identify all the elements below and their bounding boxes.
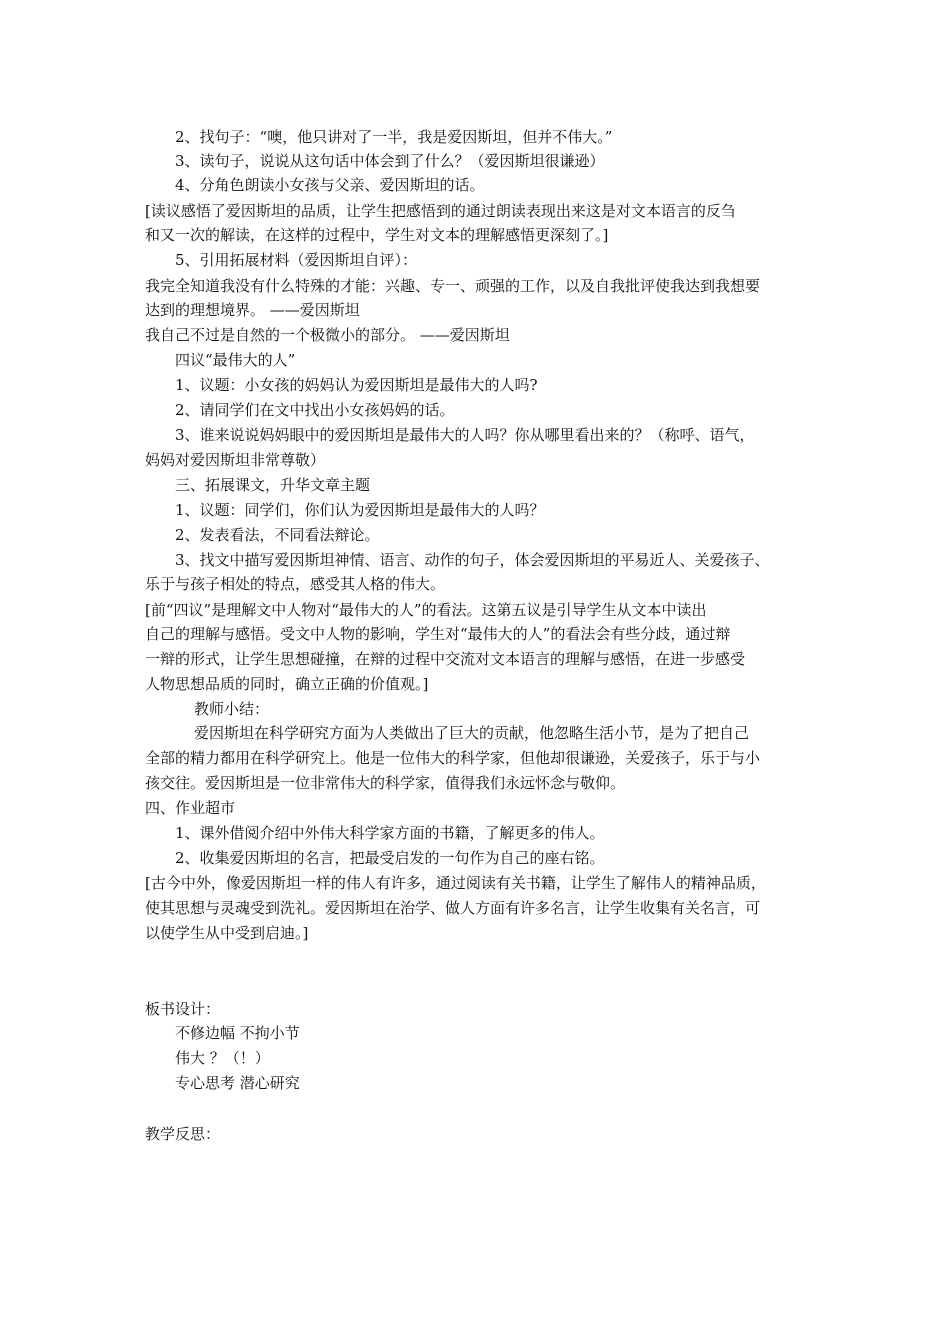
text-line: 2、找句子：“噢，他只讲对了一半，我是爱因斯坦，但并不伟大。” <box>175 128 613 146</box>
text-line: 一辩的形式，让学生思想碰撞，在辩的过程中交流对文本语言的理解与感悟，在进一步感受 <box>145 650 746 668</box>
text-line: 乐于与孩子相处的特点，感受其人格的伟大。 <box>145 575 446 593</box>
text-line: 伟大 ？（！） <box>175 1049 270 1067</box>
text-line: 自己的理解与感悟。受文中人物的影响，学生对“最伟大的人”的看法会有些分歧，通过辩 <box>145 625 731 643</box>
text-line: 四议“最伟大的人” <box>175 351 296 369</box>
text-line: 使其思想与灵魂受到洗礼。爱因斯坦在治学、做人方面有许多名言，让学生收集有关名言，可 <box>145 899 761 917</box>
text-line: 四、作业超市 <box>145 799 236 817</box>
text-line: [古今中外，像爱因斯坦一样的伟人有许多，通过阅读有关书籍，让学生了解伟人的精神品质， <box>145 874 766 892</box>
text-line: [读议感悟了爱因斯坦的品质，让学生把感悟到的通过朗读表现出来这是对文本语言的反刍 <box>145 202 736 220</box>
text-line: 2、收集爱因斯坦的名言，把最受启发的一句作为自己的座右铭。 <box>175 849 605 867</box>
text-line: 1、议题：同学们，你们认为爱因斯坦是最伟大的人吗？ <box>175 501 545 519</box>
text-line: 爱因斯坦在科学研究方面为人类做出了巨大的贡献，他忽略生活小节，是为了把自己 <box>194 724 750 742</box>
text-line: 达到的理想境界。 ——爱因斯坦 <box>145 301 360 319</box>
text-line: 3、读句子，说说从这句话中体会到了什么？（爱因斯坦很谦逊） <box>175 152 605 170</box>
text-line: 2、发表看法，不同看法辩论。 <box>175 526 380 544</box>
text-line: 以使学生从中受到启迪。] <box>145 924 309 942</box>
text-line: 3、找文中描写爱因斯坦神情、语言、动作的句子，体会爱因斯坦的平易近人、关爱孩子、 <box>175 551 770 569</box>
text-line: 教师小结： <box>194 700 270 718</box>
text-line: 我完全知道我没有什么特殊的才能：兴趣、专一、顽强的工作，以及自我批评使我达到我想要 <box>145 277 761 295</box>
text-line: 1、议题：小女孩的妈妈认为爱因斯坦是最伟大的人吗? <box>175 376 538 394</box>
text-line: 妈妈对爱因斯坦非常尊敬） <box>145 451 326 469</box>
text-line: 孩交往。爱因斯坦是一位非常伟大的科学家，值得我们永远怀念与敬仰。 <box>145 774 626 792</box>
text-line: 2、请同学们在文中找出小女孩妈妈的话。 <box>175 401 455 419</box>
text-line: 4、分角色朗读小女孩与父亲、爱因斯坦的话。 <box>175 176 485 194</box>
section-heading: 教学反思： <box>145 1125 221 1143</box>
text-line: 人物思想品质的同时，确立正确的价值观。] <box>145 675 429 693</box>
text-line: 和又一次的解读，在这样的过程中，学生对文本的理解感悟更深刻了。] <box>145 226 609 244</box>
text-line: 不修边幅 不拘小节 <box>175 1024 300 1042</box>
text-line: 全部的精力都用在科学研究上。他是一位伟大的科学家，但他却很谦逊，关爱孩子，乐于与小 <box>145 749 761 767</box>
text-line: [前“四议”是理解文中人物对“最伟大的人”的看法。这第五议是引导学生从文本中读出 <box>145 601 707 619</box>
text-line: 1、课外借阅介绍中外伟大科学家方面的书籍，了解更多的伟人。 <box>175 824 605 842</box>
text-line: 我自己不过是自然的一个极微小的部分。 ——爱因斯坦 <box>145 326 510 344</box>
text-line: 5、引用拓展材料（爱因斯坦自评）： <box>175 251 418 269</box>
text-line: 3、谁来说说妈妈眼中的爱因斯坦是最伟大的人吗？你从哪里看出来的？（称呼、语气， <box>175 426 755 444</box>
text-line: 专心思考 潜心研究 <box>175 1074 300 1092</box>
text-line: 三、拓展课文，升华文章主题 <box>175 476 371 494</box>
section-heading: 板书设计： <box>145 1000 221 1018</box>
